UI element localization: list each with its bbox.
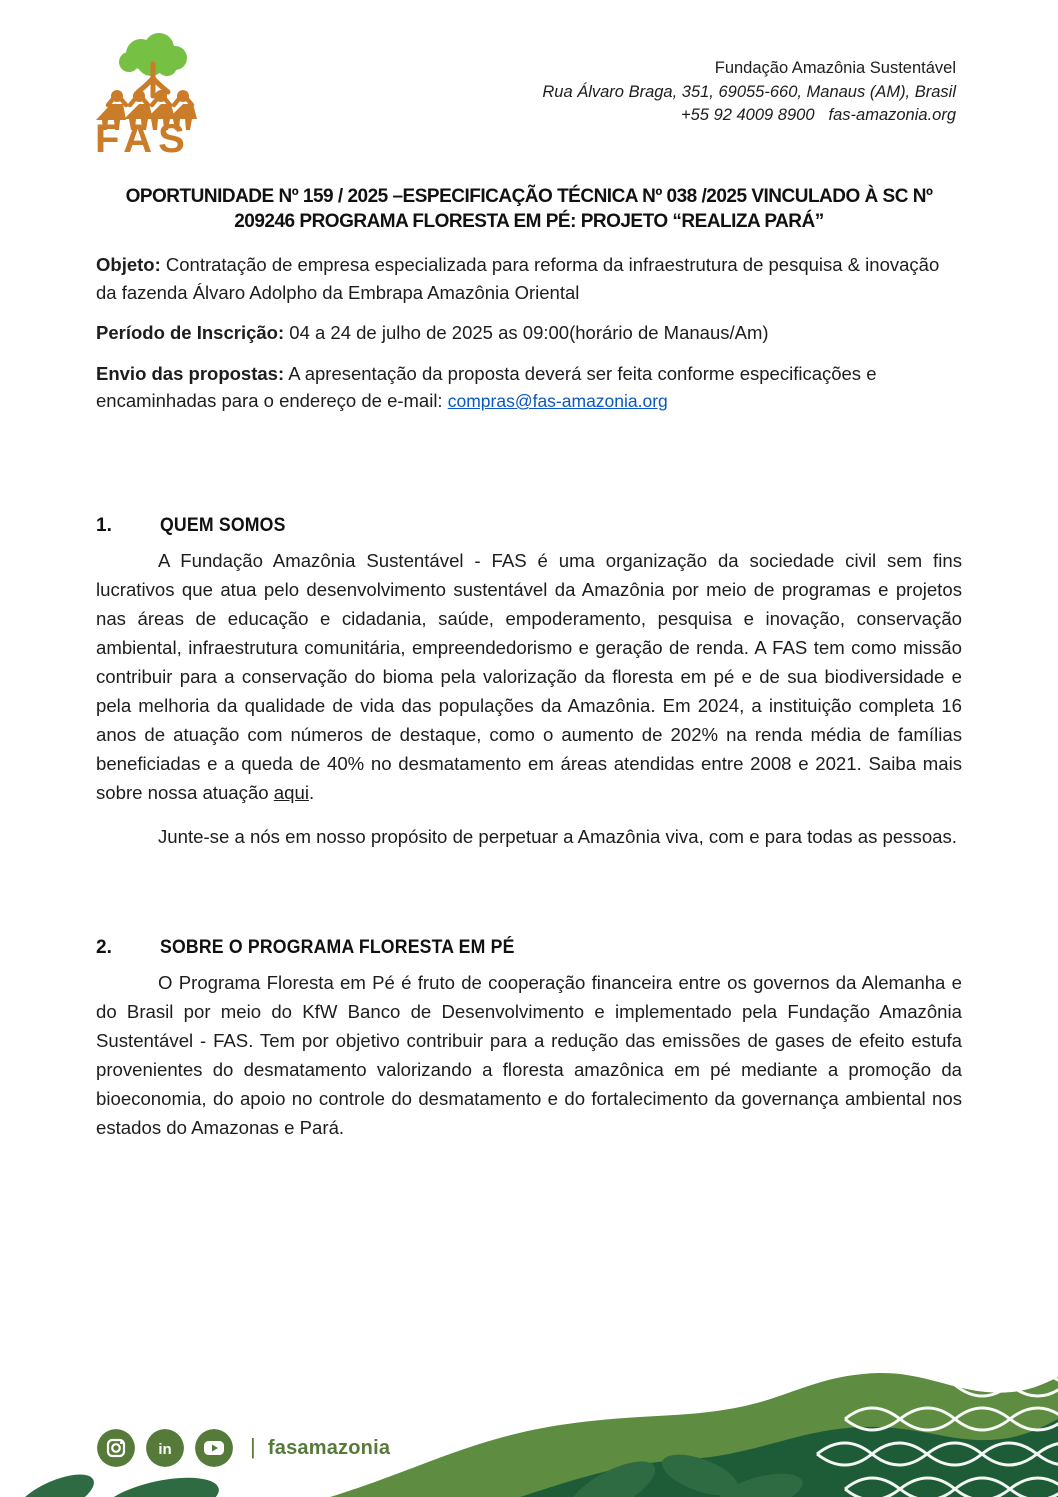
fas-logo (93, 30, 218, 155)
section-2-paragraph-1: O Programa Floresta em Pé é fruto de cooperação financeira entre os governos da Alemanha e do Brasil por meio do KfW Banco de Desenvolvimento e implementado pela Fundação Amazônia Sustentável - FAS. Tem por objetivo contribuir para a redução das emissões de gases de efeito estufa provenientes do desmatamento valorizando a floresta amazônica em pé mediante a promoção da bioeconomia, do apoio no controle do desmatamento e do fortalecimento da governança ambiental nos estados do Amazonas e Pará. (96, 971, 962, 1138)
youtube-icon[interactable] (195, 1429, 233, 1467)
section-1-number: 1. (96, 514, 112, 536)
linkedin-icon[interactable] (146, 1429, 184, 1467)
envio-label: Envio das propostas: (96, 362, 285, 384)
section-2-heading (96, 937, 962, 959)
fas-logo-icon (93, 30, 218, 155)
org-address: Rua Álvaro Braga, 351, 69055-660, Manaus (AM), Brasil (542, 82, 956, 101)
periodo-paragraph (96, 319, 962, 347)
header-contact (542, 57, 956, 128)
section-2-number: 2. (96, 936, 112, 958)
document-body (96, 184, 962, 1142)
logo-text: FAS (95, 117, 191, 155)
envio-text: A apresentação da proposta deverá ser feita conforme especificações e encaminhadas para o endereço de e-mail: (96, 362, 877, 411)
objeto-text: Contratação de empresa especializada para reforma da infraestrutura de pesquisa & inovação da fazenda Álvaro Adolpho da Embrapa Amazônia Oriental (96, 254, 940, 303)
instagram-icon[interactable] (97, 1429, 135, 1467)
social-handle (250, 1435, 390, 1461)
periodo-text: 04 a 24 de julho de 2025 as 09:00(horário de Manaus/Am) (284, 322, 769, 343)
org-phone: +55 92 4009 8900 (681, 106, 815, 124)
spacer (96, 429, 962, 515)
section-1-title: QUEM SOMOS (160, 514, 286, 536)
section-2-title: SOBRE O PROGRAMA FLORESTA EM PÉ (160, 936, 515, 958)
handle-text[interactable]: fasamazonia (267, 1436, 391, 1459)
section-1-heading (96, 515, 962, 537)
aqui-link[interactable]: aqui (273, 781, 309, 803)
org-website: fas-amazonia.org (828, 106, 956, 124)
paragraph-text: . (308, 781, 315, 803)
spacer (96, 807, 962, 822)
email-link[interactable]: compras@fas-amazonia.org (447, 391, 668, 411)
section-1-paragraph-2: Junte-se a nós em nosso propósito de perpetuar a Amazônia viva, com e para todas as pessoas. (158, 825, 957, 847)
linkedin-label: in (158, 1441, 172, 1458)
paragraph-text: A Fundação Amazônia Sustentável - FAS é uma organização da sociedade civil sem fins lucrativos que atua pelo desenvolvimento sustentável da Amazônia por meio de programas e projetos nas áreas de educação e cidadania, saúde, empoderamento, pesquisa e inovação, conservação ambiental, infraestrutura comunitária, empreendedorismo e geração de renda. A FAS tem como missão contribuir para a conservação do bioma pela valorização da floresta em pé e de sua biodiversidade e pela melhoria da qualidade de vida das populações da Amazônia. Em 2024, a instituição completa 16 anos de atuação com números de destaque, como o aumento de 202% na renda média de famílias beneficiadas e a queda de 40% no desmatamento em áreas atendidas entre 2008 e 2021. Saiba mais sobre nossa atuação (96, 549, 962, 803)
section-1-paragraph-1 (96, 546, 962, 807)
org-phone-site (542, 104, 956, 128)
org-name: Fundação Amazônia Sustentável (714, 59, 956, 77)
envio-paragraph (96, 360, 962, 416)
objeto-label: Objeto: (96, 254, 161, 275)
objeto-paragraph (96, 251, 962, 306)
document-title: OPORTUNIDADE Nº 159 / 2025 –ESPECIFICAÇÃO TÉCNICA Nº 038 /2025 VINCULADO À SC Nº 209246 PROGRAMA FLORESTA EM PÉ: PROJETO “REALIZA PARÁ” (125, 186, 933, 232)
handle-separator: | (250, 1434, 256, 1459)
social-row (97, 1429, 390, 1467)
periodo-label: Período de Inscrição: (96, 322, 285, 343)
spacer (96, 851, 962, 937)
